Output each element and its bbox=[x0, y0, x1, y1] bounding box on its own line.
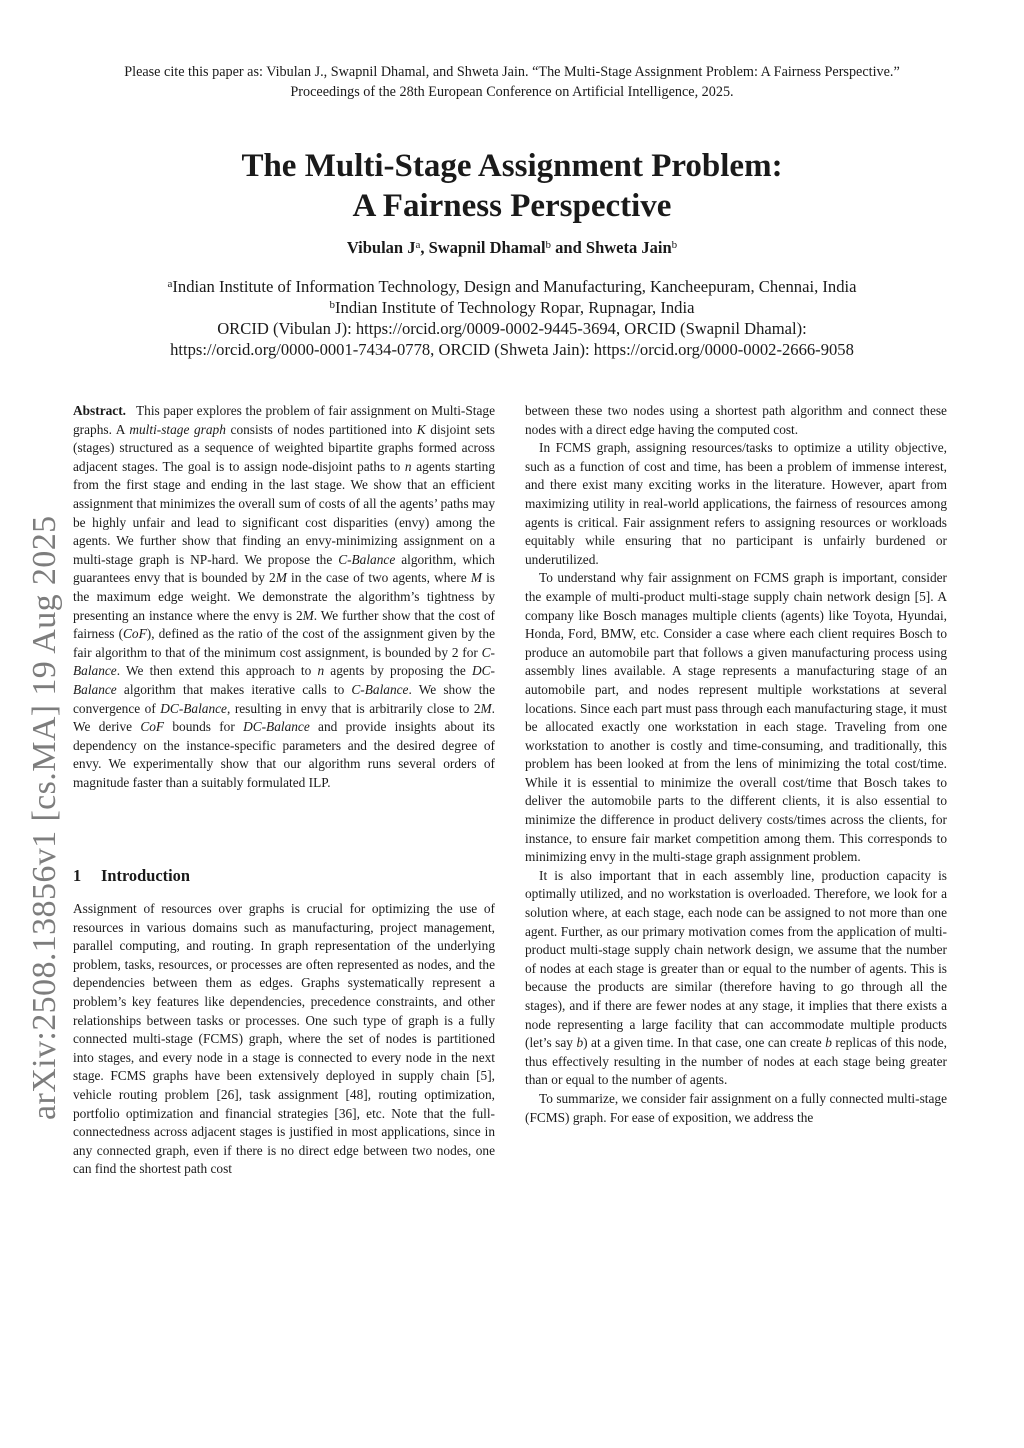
arxiv-identifier: arXiv:2508.13856v1 [cs.MA] 19 Aug 2025 bbox=[26, 515, 63, 1120]
abstract-heading: Abstract. bbox=[73, 403, 126, 418]
author-1-affil-mark: a bbox=[415, 239, 421, 251]
author-2-affil-mark: b bbox=[545, 239, 552, 251]
intro-paragraph-2: In FCMS graph, assigning resources/tasks to optimize a utility objective, such as a function of cost and time, has been a problem of immense interest, and there exist many exciting works in the literature. However, apart from maximizing utility in real-world applications, the fairness of resources among agents is critical. Fair assignment refers to assigning resources or workloads equitably while ensuring that no participant is unfairly burdened or underutilized. bbox=[525, 440, 947, 567]
intro-paragraph-1: Assignment of resources over graphs is crucial for optimizing the use of resources in various domains such as manufacturing, project management, parallel computing, and routing. In graph representation of the underlying problem, tasks, resources, or processes are often represented as nodes, and the dependencies between them as edges. Graphs systematically represent a problem’s key features like dependencies, precedence constraints, and other relationships between tasks or processes. One such type of graph is a fully connected multi-stage (FCMS) graph, where the set of nodes is partitioned into stages, and every node in a stage is connected to every node in the next stage. FCMS graphs have been extensively deployed in supply chain [5], vehicle routing problem [26], task assignment [48], routing optimization, portfolio optimization and financial strategies [36], etc. Note that the full-connectedness across adjacent stages is justified in most applications, since in any connected graph, even if there is no direct edge between two nodes, one can find the shortest path cost bbox=[73, 901, 495, 1177]
title-line-1: The Multi-Stage Assignment Problem: bbox=[241, 148, 783, 184]
abstract-paragraph: Abstract. This paper explores the problem of fair assignment on Multi-Stage graphs. A multi-stage graph consists of nodes partitioned into K disjoint sets (stages) structured as a sequence of weighted bipartite graphs formed across adjacent stages. The goal is to assign node-disjoint paths to n agents starting from the first stage and ending in the last stage. We show that an efficient assignment that minimizes the overall sum of costs of all the agents’ paths may be highly unfair and lead to significant cost disparities (envy) among the agents. We further show that finding an envy-minimizing assignment on a multi-stage graph is NP-hard. We propose the C-Balance algorithm, which guarantees envy that is bounded by 2M in the case of two agents, where M is the maximum edge weight. We demonstrate the algorithm’s tightness by presenting an instance where the envy is 2M. We further show that the cost of fairness (CoF), defined as the ratio of the cost of the assignment given by the fair algorithm to that of the minimum cost assignment, is bounded by 2 for C-Balance. We then extend this approach to n agents by proposing the DC-Balance algorithm that makes iterative calls to C-Balance. We show the convergence of DC-Balance, resulting in envy that is arbitrarily close to 2M. We derive CoF bounds for DC-Balance and provide insights about its dependency on the instance-specific parameters and the desired degree of envy. We experimentally show that our algorithm runs several orders of magnitude faster than a suitably formulated ILP. bbox=[73, 403, 495, 790]
paper-title bbox=[60, 146, 964, 226]
author-3-affil-mark: b bbox=[671, 239, 678, 251]
section-heading-introduction bbox=[73, 866, 190, 886]
intro-paragraph-1-continued: between these two nodes using a shortest path algorithm and connect these nodes with a direct edge having the computed cost. bbox=[525, 403, 947, 437]
author-3: Shweta Jain bbox=[585, 238, 672, 257]
citation-note bbox=[60, 62, 964, 102]
affiliation-a-mark: a bbox=[167, 278, 173, 290]
affiliations bbox=[60, 276, 964, 360]
intro-paragraph-4: It is also important that in each assembly line, production capacity is optimally utilized, and no workstation is overloaded. Therefore, we look for a solution where, at each stage, each node can be assigned to not more than one agent. Further, as our primary motivation comes from the application of multi-product multi-stage supply chain network design, we assume that the number of nodes at each stage is greater than or equal to the number of agents. This is because the products are similar (therefore having to go through all the stages), and if there are fewer nodes at any stage, it implies that there exists a node representing a large facility that can accommodate multiple products (let’s say b) at a given time. In that case, one can create b replicas of this node, thus effectively resulting in the number of nodes at each stage being greater than or equal to the number of agents. bbox=[525, 867, 947, 1088]
author-1: Vibulan J bbox=[346, 238, 416, 257]
affiliation-a-text: Indian Institute of Information Technology, Design and Manufacturing, Kancheepuram, Chennai, India bbox=[172, 277, 857, 296]
author-separator: , bbox=[420, 238, 429, 257]
affiliation-b bbox=[60, 297, 964, 318]
title-line-2: A Fairness Perspective bbox=[352, 188, 672, 224]
section-title: Introduction bbox=[101, 866, 190, 885]
introduction-left-column bbox=[73, 900, 495, 1179]
author-list bbox=[60, 238, 964, 258]
citation-line-2: Proceedings of the 28th European Conference on Artificial Intelligence, 2025. bbox=[290, 84, 734, 100]
author-2: Swapnil Dhamal bbox=[428, 238, 546, 257]
intro-paragraph-5: To summarize, we consider fair assignment on a fully connected multi-stage (FCMS) graph. For ease of exposition, we address the bbox=[525, 1090, 947, 1125]
introduction-right-column bbox=[525, 402, 947, 1127]
affiliation-b-mark: b bbox=[329, 299, 336, 311]
citation-line-1: Please cite this paper as: Vibulan J., Swapnil Dhamal, and Shweta Jain. “The Multi-Stage Assignment Problem: A Fairness Perspective.” bbox=[124, 64, 900, 80]
author-separator: and bbox=[551, 238, 586, 257]
abstract bbox=[73, 402, 495, 792]
section-number: 1 bbox=[73, 866, 82, 885]
orcid-line-2: https://orcid.org/0000-0001-7434-0778, ORCID (Shweta Jain): https://orcid.org/0000-0002-2666-9058 bbox=[170, 340, 854, 359]
affiliation-a bbox=[60, 276, 964, 297]
intro-paragraph-3: To understand why fair assignment on FCMS graph is important, consider the example of multi-product multi-stage supply chain network design [5]. A company like Bosch manages multiple clients (agents) like Toyota, Hyundai, Honda, Ford, BMW, etc. Consider a case where each client requires Bosch to produce an automobile part that follows a given manufacturing process using assembly lines available. A stage represents a manufacturing stage of an automobile part, and nodes represent multiple workstations at several locations. Since each part must pass through each manufacturing stage, it must be allocated exactly one workstation in each stage. Traveling from one workstation to another is costly and time-consuming, and traditionally, this problem has been looked at from the lens of minimizing the total cost/time. While it is essential to minimize the overall cost/time that Bosch takes to deliver the automobile parts to the different clients, it is also essential to minimize the difference in product delivery costs/times across the clients, for instance, to ensure fair market competition among them. This corresponds to minimizing envy in the multi-stage graph assignment problem. bbox=[525, 570, 947, 865]
affiliation-b-text: Indian Institute of Technology Ropar, Rupnagar, India bbox=[335, 298, 695, 317]
orcid-line-1: ORCID (Vibulan J): https://orcid.org/0009-0002-9445-3694, ORCID (Swapnil Dhamal): bbox=[217, 319, 807, 338]
